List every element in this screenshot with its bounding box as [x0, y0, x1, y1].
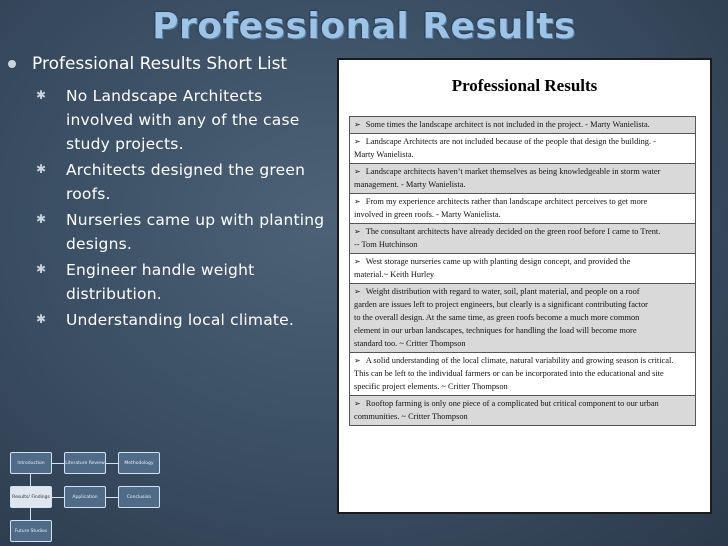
nav-box-introduction[interactable]: Introduction — [10, 452, 52, 474]
navigation-diagram — [10, 452, 160, 544]
arrow-bullet-icon: ➢ — [354, 399, 361, 408]
sub-bullet-text — [66, 258, 254, 306]
arrow-bullet-icon: ➢ — [354, 356, 361, 365]
sub-bullet-line: roofs. — [66, 185, 111, 203]
quotes-table — [349, 116, 696, 426]
quote-line: management. - Marty Wanielista. — [354, 180, 466, 189]
quote-line: The consultant architects have already decided on the green roof before I came to Trent. — [365, 227, 661, 236]
quote-line: From my experience architects rather than landscape architect perceives to get more — [365, 197, 648, 206]
quote-row — [350, 254, 696, 284]
quote-line: Landscape Architects are not included because of the people that design the building. - — [365, 137, 656, 146]
quote-line: Weight distribution with regard to water, soil, plant material, and people on a roof — [365, 287, 640, 296]
connector — [106, 497, 118, 498]
arrow-bullet-icon: ➢ — [354, 167, 361, 176]
main-bullet — [8, 54, 287, 74]
star-bullet-icon: ✱ — [36, 312, 47, 326]
quote-line: to the overall design. At the same time, as green roofs become a much more common — [354, 313, 640, 322]
star-bullet-icon: ✱ — [36, 88, 47, 102]
quote-cell — [350, 353, 696, 396]
quote-line: Some times the landscape architect is not included in the project. - Marty Wanielista. — [365, 120, 650, 129]
quote-row — [350, 224, 696, 254]
bullet-dot-icon — [8, 60, 16, 68]
quote-cell — [350, 194, 696, 224]
quote-line: garden are issues left to project engineers, but clearly is a significant contributing factor — [354, 300, 648, 309]
quote-row — [350, 194, 696, 224]
sub-bullet-line: designs. — [66, 235, 133, 253]
quote-line: Marty Wanielista. — [354, 150, 414, 159]
quote-line: Landscape architects haven’t market themselves as being knowledgeable in storm water — [365, 167, 661, 176]
star-bullet-icon: ✱ — [36, 162, 47, 176]
sub-bullet-item — [36, 158, 336, 206]
connector — [106, 463, 118, 464]
quote-row — [350, 164, 696, 194]
quote-line: West storage nurseries came up with planting design concept, and provided the — [365, 257, 631, 266]
sub-bullet-text — [66, 208, 324, 256]
sub-bullet-text — [66, 84, 299, 156]
nav-box-conclusion[interactable]: Conclusion — [118, 486, 160, 508]
quote-line: communities. ~ Critter Thompson — [354, 412, 468, 421]
nav-box-literature-review[interactable]: Literature Review — [64, 452, 106, 474]
arrow-bullet-icon: ➢ — [354, 120, 361, 129]
arrow-bullet-icon: ➢ — [354, 137, 361, 146]
sub-bullet-list — [36, 84, 336, 334]
sub-bullet-text — [66, 308, 294, 332]
quote-row — [350, 284, 696, 353]
sub-bullet-line: Architects designed the green — [66, 161, 306, 179]
quote-line: material.~ Keith Hurley — [354, 270, 435, 279]
quote-line: standard too. ~ Critter Thompson — [354, 339, 466, 348]
quote-row — [350, 134, 696, 164]
sub-bullet-item — [36, 308, 336, 332]
quote-cell — [350, 134, 696, 164]
arrow-bullet-icon: ➢ — [354, 197, 361, 206]
connector — [52, 463, 64, 464]
quote-line: Rooftop farming is only one piece of a complicated but critical component to our urban — [365, 399, 659, 408]
quote-line: A solid understanding of the local climate, natural variability and growing season is critical. — [365, 356, 674, 365]
arrow-bullet-icon: ➢ — [354, 287, 361, 296]
sub-bullet-item — [36, 208, 336, 256]
sub-bullet-line: Nurseries came up with planting — [66, 211, 325, 229]
sub-bullet-line: distribution. — [66, 285, 162, 303]
quote-row — [350, 353, 696, 396]
quote-line: -- Tom Hutchinson — [354, 240, 418, 249]
sub-bullet-line: study projects. — [66, 135, 184, 153]
document-title: Professional Results — [451, 76, 598, 95]
quote-line: involved in green roofs. - Marty Wanielista. — [354, 210, 501, 219]
sub-bullet-line: involved with any of the case — [66, 111, 300, 129]
star-bullet-icon: ✱ — [36, 212, 47, 226]
nav-box-future-studies[interactable]: Future Studies — [10, 520, 52, 542]
arrow-bullet-icon: ➢ — [354, 257, 361, 266]
quote-line: specific project elements. ~ Critter Thompson — [354, 382, 508, 391]
quote-cell — [350, 396, 696, 426]
quote-line: This can be left to the individual farmers or can be incorporated into the educational and site — [354, 369, 664, 378]
quote-cell — [350, 164, 696, 194]
main-bullet-text: Professional Results Short List — [32, 54, 288, 74]
connector — [30, 474, 31, 486]
nav-box-methodology[interactable]: Methodology — [118, 452, 160, 474]
quote-line: element in our urban landscapes, techniques for handling the load will become more — [354, 326, 637, 335]
nav-box-application[interactable]: Application — [64, 486, 106, 508]
quote-cell — [350, 284, 696, 353]
quote-cell — [350, 254, 696, 284]
connector — [30, 508, 31, 520]
quote-row — [350, 117, 696, 134]
quote-cell — [350, 224, 696, 254]
quote-row — [350, 396, 696, 426]
sub-bullet-line: Understanding local climate. — [66, 311, 295, 329]
professional-results-document — [337, 58, 712, 514]
sub-bullet-text — [66, 158, 305, 206]
sub-bullet-item — [36, 84, 336, 156]
sub-bullet-line: Engineer handle weight — [66, 261, 255, 279]
nav-box-results-findings[interactable]: Results/ Findings — [10, 486, 52, 508]
sub-bullet-item — [36, 258, 336, 306]
quote-cell — [350, 117, 696, 134]
arrow-bullet-icon: ➢ — [354, 227, 361, 236]
sub-bullet-line: No Landscape Architects — [66, 87, 263, 105]
slide-title: Professional Results — [152, 6, 576, 47]
star-bullet-icon: ✱ — [36, 262, 47, 276]
connector — [52, 497, 64, 498]
